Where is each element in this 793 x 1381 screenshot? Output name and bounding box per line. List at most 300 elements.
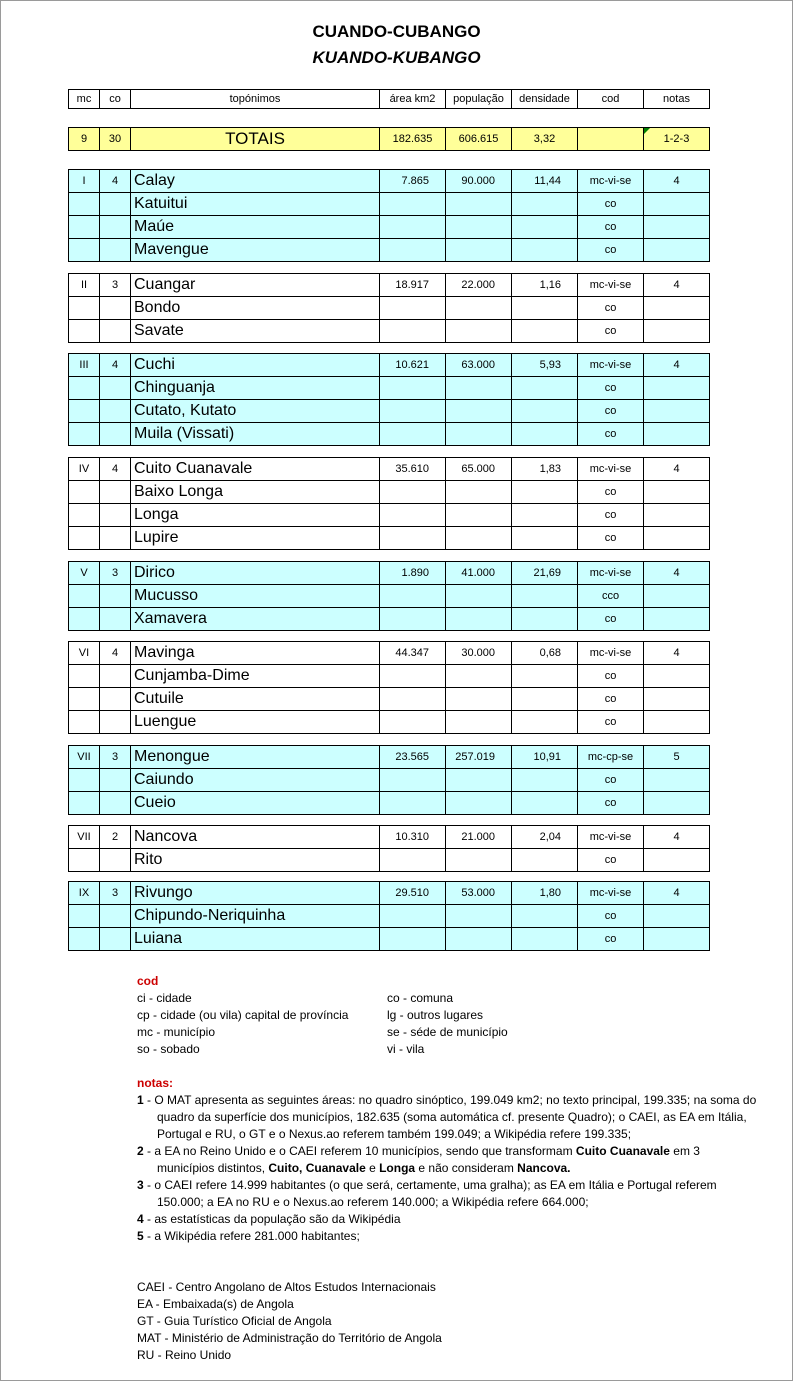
commune-row (69, 688, 710, 711)
totals-notas: 1-2-3 (644, 128, 710, 151)
note-number: 3 (137, 1178, 144, 1192)
cell-cod: cco (578, 585, 644, 608)
note-text: - a EA no Reino Unido e o CAEI referem 10 municípios, sendo que transformam (143, 1144, 576, 1158)
cell-co: 3 (100, 746, 131, 769)
empty-cell (644, 711, 710, 734)
empty-cell (446, 688, 512, 711)
empty-cell (100, 608, 131, 631)
cell-cod: mc-vi-se (578, 170, 644, 193)
empty-cell (512, 665, 578, 688)
commune-name: Maúe (131, 216, 380, 239)
empty-cell (446, 585, 512, 608)
empty-cell (512, 905, 578, 928)
cell-mc: II (69, 274, 100, 297)
commune-name: Mavengue (131, 239, 380, 262)
commune-row (69, 297, 710, 320)
cell-notas: 4 (644, 826, 710, 849)
empty-cell (380, 711, 446, 734)
cell-mc: VI (69, 642, 100, 665)
empty-cell (69, 423, 100, 446)
cell-density: 1,80 (512, 882, 578, 905)
note-text: e (365, 1161, 380, 1175)
commune-row (69, 193, 710, 216)
commune-name: Muila (Vissati) (131, 423, 380, 446)
empty-cell (100, 928, 131, 951)
empty-cell (69, 320, 100, 343)
cell-cod: mc-vi-se (578, 274, 644, 297)
empty-cell (100, 216, 131, 239)
cell-area: 7.865 (380, 170, 446, 193)
cell-population: 41.000 (446, 562, 512, 585)
empty-cell (512, 504, 578, 527)
cell-notas: 4 (644, 170, 710, 193)
cell-population: 53.000 (446, 882, 512, 905)
municipality-row (69, 826, 710, 849)
empty-cell (69, 216, 100, 239)
empty-cell (446, 400, 512, 423)
empty-cell (512, 377, 578, 400)
cell-cod: co (578, 849, 644, 872)
cell-area: 23.565 (380, 746, 446, 769)
empty-cell (380, 239, 446, 262)
empty-cell (380, 527, 446, 550)
empty-cell (446, 792, 512, 815)
note-bold: Longa (379, 1161, 416, 1175)
municipality-name: Mavinga (131, 642, 380, 665)
abbreviation-item: MAT - Ministério de Administração do Território de Angola (137, 1331, 442, 1345)
cell-population: 63.000 (446, 354, 512, 377)
empty-cell (644, 297, 710, 320)
empty-cell (446, 423, 512, 446)
empty-cell (644, 849, 710, 872)
empty-cell (380, 504, 446, 527)
empty-cell (380, 423, 446, 446)
cell-co: 3 (100, 882, 131, 905)
totals-pop: 606.615 (446, 128, 512, 151)
cell-cod: mc-vi-se (578, 642, 644, 665)
empty-cell (644, 527, 710, 550)
header-cell: área km2 (380, 90, 446, 109)
cod-legend-left (137, 990, 348, 1058)
commune-name: Cueio (131, 792, 380, 815)
empty-cell (380, 608, 446, 631)
notes-title: notas: (137, 1076, 173, 1090)
legend-item: lg - outros lugares (387, 1008, 484, 1022)
empty-cell (512, 400, 578, 423)
header-cell: topónimos (131, 90, 380, 109)
empty-cell (512, 928, 578, 951)
note-text: - a Wikipédia refere 281.000 habitantes; (143, 1229, 360, 1243)
commune-row (69, 239, 710, 262)
note-number: 5 (137, 1229, 144, 1243)
commune-row (69, 608, 710, 631)
empty-cell (644, 792, 710, 815)
cell-density: 2,04 (512, 826, 578, 849)
cod-legend-title (137, 973, 158, 990)
cell-co: 3 (100, 274, 131, 297)
commune-name: Cutuile (131, 688, 380, 711)
commune-name: Cunjamba-Dime (131, 665, 380, 688)
empty-cell (100, 504, 131, 527)
note-text: em 3 municípios distintos, (157, 1144, 700, 1175)
empty-cell (644, 769, 710, 792)
note-text: e não consideram (415, 1161, 518, 1175)
empty-cell (644, 504, 710, 527)
empty-cell (380, 792, 446, 815)
empty-cell (100, 665, 131, 688)
cell-cod: co (578, 665, 644, 688)
empty-cell (69, 400, 100, 423)
municipality-row (69, 642, 710, 665)
legend-item: cp - cidade (ou vila) capital de província (137, 1008, 349, 1022)
note-number: 2 (137, 1144, 144, 1158)
empty-cell (644, 481, 710, 504)
totals-row (69, 128, 710, 151)
municipality-table (68, 273, 710, 343)
cell-density: 1,83 (512, 458, 578, 481)
abbreviation-item: CAEI - Centro Angolano de Altos Estudos Internacionais (137, 1280, 436, 1294)
empty-cell (644, 928, 710, 951)
municipality-row (69, 458, 710, 481)
cell-cod: co (578, 320, 644, 343)
municipality-name: Cuangar (131, 274, 380, 297)
empty-cell (446, 769, 512, 792)
empty-cell (512, 481, 578, 504)
cell-co: 4 (100, 170, 131, 193)
empty-cell (100, 688, 131, 711)
empty-cell (100, 905, 131, 928)
empty-cell (380, 928, 446, 951)
empty-cell (69, 481, 100, 504)
cell-area: 29.510 (380, 882, 446, 905)
empty-cell (380, 377, 446, 400)
commune-row (69, 665, 710, 688)
commune-name: Luengue (131, 711, 380, 734)
header-cell: população (446, 90, 512, 109)
empty-cell (380, 769, 446, 792)
municipality-table (68, 641, 710, 734)
cell-cod: co (578, 377, 644, 400)
empty-cell (644, 665, 710, 688)
empty-cell (512, 711, 578, 734)
municipality-name: Calay (131, 170, 380, 193)
cell-area: 44.347 (380, 642, 446, 665)
cell-cod: co (578, 792, 644, 815)
cell-notas: 4 (644, 458, 710, 481)
empty-cell (446, 320, 512, 343)
empty-cell (69, 193, 100, 216)
header-cell: mc (69, 90, 100, 109)
note-number: 4 (137, 1212, 144, 1226)
empty-cell (100, 481, 131, 504)
cod-title: cod (137, 974, 159, 988)
totals-dens: 3,32 (512, 128, 578, 151)
cell-notas: 4 (644, 642, 710, 665)
municipality-name: Menongue (131, 746, 380, 769)
empty-cell (100, 585, 131, 608)
cell-cod: co (578, 928, 644, 951)
empty-cell (69, 527, 100, 550)
note-bold: Cuito, Cuanavale (268, 1161, 366, 1175)
municipality-table (68, 353, 710, 446)
commune-row (69, 320, 710, 343)
cell-population: 257.019 (446, 746, 512, 769)
commune-row (69, 377, 710, 400)
note-bold: Cuito Cuanavale (575, 1144, 670, 1158)
empty-cell (380, 320, 446, 343)
empty-cell (69, 711, 100, 734)
cell-cod: mc-vi-se (578, 458, 644, 481)
empty-cell (100, 377, 131, 400)
legend-item: so - sobado (137, 1042, 200, 1056)
empty-cell (100, 711, 131, 734)
cell-density: 11,44 (512, 170, 578, 193)
cell-co: 2 (100, 826, 131, 849)
empty-cell (512, 297, 578, 320)
cell-cod: co (578, 423, 644, 446)
empty-cell (69, 849, 100, 872)
empty-cell (446, 711, 512, 734)
commune-row (69, 481, 710, 504)
empty-cell (512, 320, 578, 343)
empty-cell (100, 320, 131, 343)
legend-item: ci - cidade (137, 991, 192, 1005)
empty-cell (69, 665, 100, 688)
cell-cod: co (578, 608, 644, 631)
empty-cell (644, 688, 710, 711)
municipality-table (68, 457, 710, 550)
empty-cell (512, 193, 578, 216)
commune-row (69, 216, 710, 239)
empty-cell (380, 481, 446, 504)
legend-item: mc - município (137, 1025, 216, 1039)
empty-cell (446, 481, 512, 504)
empty-cell (446, 928, 512, 951)
empty-cell (69, 297, 100, 320)
municipality-name: Dirico (131, 562, 380, 585)
empty-cell (100, 423, 131, 446)
empty-cell (380, 905, 446, 928)
empty-cell (69, 504, 100, 527)
cell-mc: V (69, 562, 100, 585)
commune-row (69, 711, 710, 734)
empty-cell (380, 585, 446, 608)
note-text: - o CAEI refere 14.999 habitantes (o que será, certamente, uma gralha); as EA em Itália e Portugal referem 150.000; a EA no RU e o Nexus.ao referem 140.000; a Wikipédia refere 664.000; (143, 1178, 717, 1209)
empty-cell (69, 239, 100, 262)
commune-name: Cutato, Kutato (131, 400, 380, 423)
note-5 (137, 1228, 757, 1245)
cell-mc: III (69, 354, 100, 377)
abbreviation-item: EA - Embaixada(s) de Angola (137, 1297, 294, 1311)
abbreviations-list (137, 1279, 442, 1364)
page-subtitle: KUANDO-KUBANGO (312, 48, 481, 67)
commune-name: Longa (131, 504, 380, 527)
commune-row (69, 928, 710, 951)
commune-name: Chinguanja (131, 377, 380, 400)
empty-cell (446, 849, 512, 872)
commune-name: Savate (131, 320, 380, 343)
cell-co: 4 (100, 354, 131, 377)
empty-cell (69, 377, 100, 400)
municipality-row (69, 274, 710, 297)
empty-cell (644, 608, 710, 631)
cell-notas: 4 (644, 354, 710, 377)
notes-section (137, 1075, 757, 1245)
empty-cell (512, 608, 578, 631)
cell-cod: co (578, 504, 644, 527)
empty-cell (446, 239, 512, 262)
cell-area: 1.890 (380, 562, 446, 585)
cell-cod: co (578, 297, 644, 320)
cell-co: 4 (100, 642, 131, 665)
empty-cell (512, 527, 578, 550)
cell-area: 18.917 (380, 274, 446, 297)
commune-row (69, 527, 710, 550)
cell-cod: co (578, 769, 644, 792)
cell-cod: co (578, 193, 644, 216)
cell-cod: mc-vi-se (578, 882, 644, 905)
cell-notas: 4 (644, 562, 710, 585)
municipality-row (69, 746, 710, 769)
cell-mc: VII (69, 746, 100, 769)
empty-cell (644, 377, 710, 400)
commune-row (69, 905, 710, 928)
abbreviation-item: GT - Guia Turístico Oficial de Angola (137, 1314, 332, 1328)
empty-cell (512, 423, 578, 446)
empty-cell (446, 905, 512, 928)
commune-name: Lupire (131, 527, 380, 550)
commune-name: Bondo (131, 297, 380, 320)
commune-row (69, 504, 710, 527)
empty-cell (644, 216, 710, 239)
legend-item: se - séde de município (387, 1025, 508, 1039)
header-cell: notas (644, 90, 710, 109)
municipality-table (68, 745, 710, 815)
commune-name: Caiundo (131, 769, 380, 792)
note-1 (137, 1092, 757, 1143)
municipality-name: Rivungo (131, 882, 380, 905)
empty-cell (512, 792, 578, 815)
empty-cell (512, 688, 578, 711)
empty-cell (446, 297, 512, 320)
commune-row (69, 792, 710, 815)
note-3 (137, 1177, 757, 1211)
cell-cod: co (578, 239, 644, 262)
empty-cell (512, 585, 578, 608)
empty-cell (100, 297, 131, 320)
municipality-row (69, 170, 710, 193)
cell-cod: mc-cp-se (578, 746, 644, 769)
empty-cell (512, 769, 578, 792)
commune-name: Xamavera (131, 608, 380, 631)
municipality-table (68, 169, 710, 262)
cell-cod: co (578, 688, 644, 711)
empty-cell (380, 400, 446, 423)
empty-cell (380, 297, 446, 320)
commune-row (69, 769, 710, 792)
empty-cell (100, 400, 131, 423)
empty-cell (446, 504, 512, 527)
cell-area: 35.610 (380, 458, 446, 481)
empty-cell (100, 193, 131, 216)
commune-name: Mucusso (131, 585, 380, 608)
header-cell: densidade (512, 90, 578, 109)
municipality-row (69, 562, 710, 585)
municipality-row (69, 354, 710, 377)
empty-cell (446, 527, 512, 550)
commune-row (69, 585, 710, 608)
cell-area: 10.621 (380, 354, 446, 377)
cell-density: 5,93 (512, 354, 578, 377)
commune-row (69, 423, 710, 446)
commune-name: Rito (131, 849, 380, 872)
cell-population: 21.000 (446, 826, 512, 849)
empty-cell (69, 905, 100, 928)
cell-notas: 5 (644, 746, 710, 769)
cell-co: 4 (100, 458, 131, 481)
cell-mc: IV (69, 458, 100, 481)
empty-cell (69, 608, 100, 631)
totals-area: 182.635 (380, 128, 446, 151)
empty-cell (100, 792, 131, 815)
empty-cell (69, 792, 100, 815)
cell-population: 90.000 (446, 170, 512, 193)
page-title: CUANDO-CUBANGO (312, 22, 481, 41)
empty-cell (100, 527, 131, 550)
empty-cell (644, 239, 710, 262)
totals-mc: 9 (69, 128, 100, 151)
cell-cod: co (578, 711, 644, 734)
cell-density: 10,91 (512, 746, 578, 769)
empty-cell (644, 585, 710, 608)
cell-cod: co (578, 905, 644, 928)
empty-cell (380, 665, 446, 688)
cell-cod: co (578, 400, 644, 423)
header-cell: co (100, 90, 131, 109)
note-text: - O MAT apresenta as seguintes áreas: no quadro sinóptico, 199.049 km2; no texto principal, 199.335; na soma do quadro da superfície dos municípios, 182.635 (soma automática cf. presente Quadro); o CAEI, as EA em Itália, Portugal e RU, o GT e o Nexus.ao referem também 199.049; a Wikipédia refere 199.335; (143, 1093, 757, 1141)
empty-cell (380, 688, 446, 711)
cell-population: 22.000 (446, 274, 512, 297)
cell-mc: I (69, 170, 100, 193)
cell-density: 1,16 (512, 274, 578, 297)
cell-cod: co (578, 216, 644, 239)
commune-row (69, 849, 710, 872)
empty-cell (100, 239, 131, 262)
municipality-name: Nancova (131, 826, 380, 849)
cell-population: 30.000 (446, 642, 512, 665)
cell-density: 21,69 (512, 562, 578, 585)
commune-name: Katuitui (131, 193, 380, 216)
cell-cod: mc-vi-se (578, 826, 644, 849)
cell-notas: 4 (644, 274, 710, 297)
empty-cell (644, 423, 710, 446)
empty-cell (446, 216, 512, 239)
municipality-table (68, 825, 710, 872)
totals-table (68, 127, 710, 151)
empty-cell (446, 608, 512, 631)
empty-cell (644, 193, 710, 216)
empty-cell (446, 665, 512, 688)
header-row (69, 90, 710, 109)
commune-name: Luiana (131, 928, 380, 951)
empty-cell (446, 377, 512, 400)
legend-item: vi - vila (387, 1042, 425, 1056)
cell-mc: VII (69, 826, 100, 849)
empty-cell (644, 320, 710, 343)
empty-cell (380, 216, 446, 239)
empty-cell (100, 769, 131, 792)
cell-density: 0,68 (512, 642, 578, 665)
